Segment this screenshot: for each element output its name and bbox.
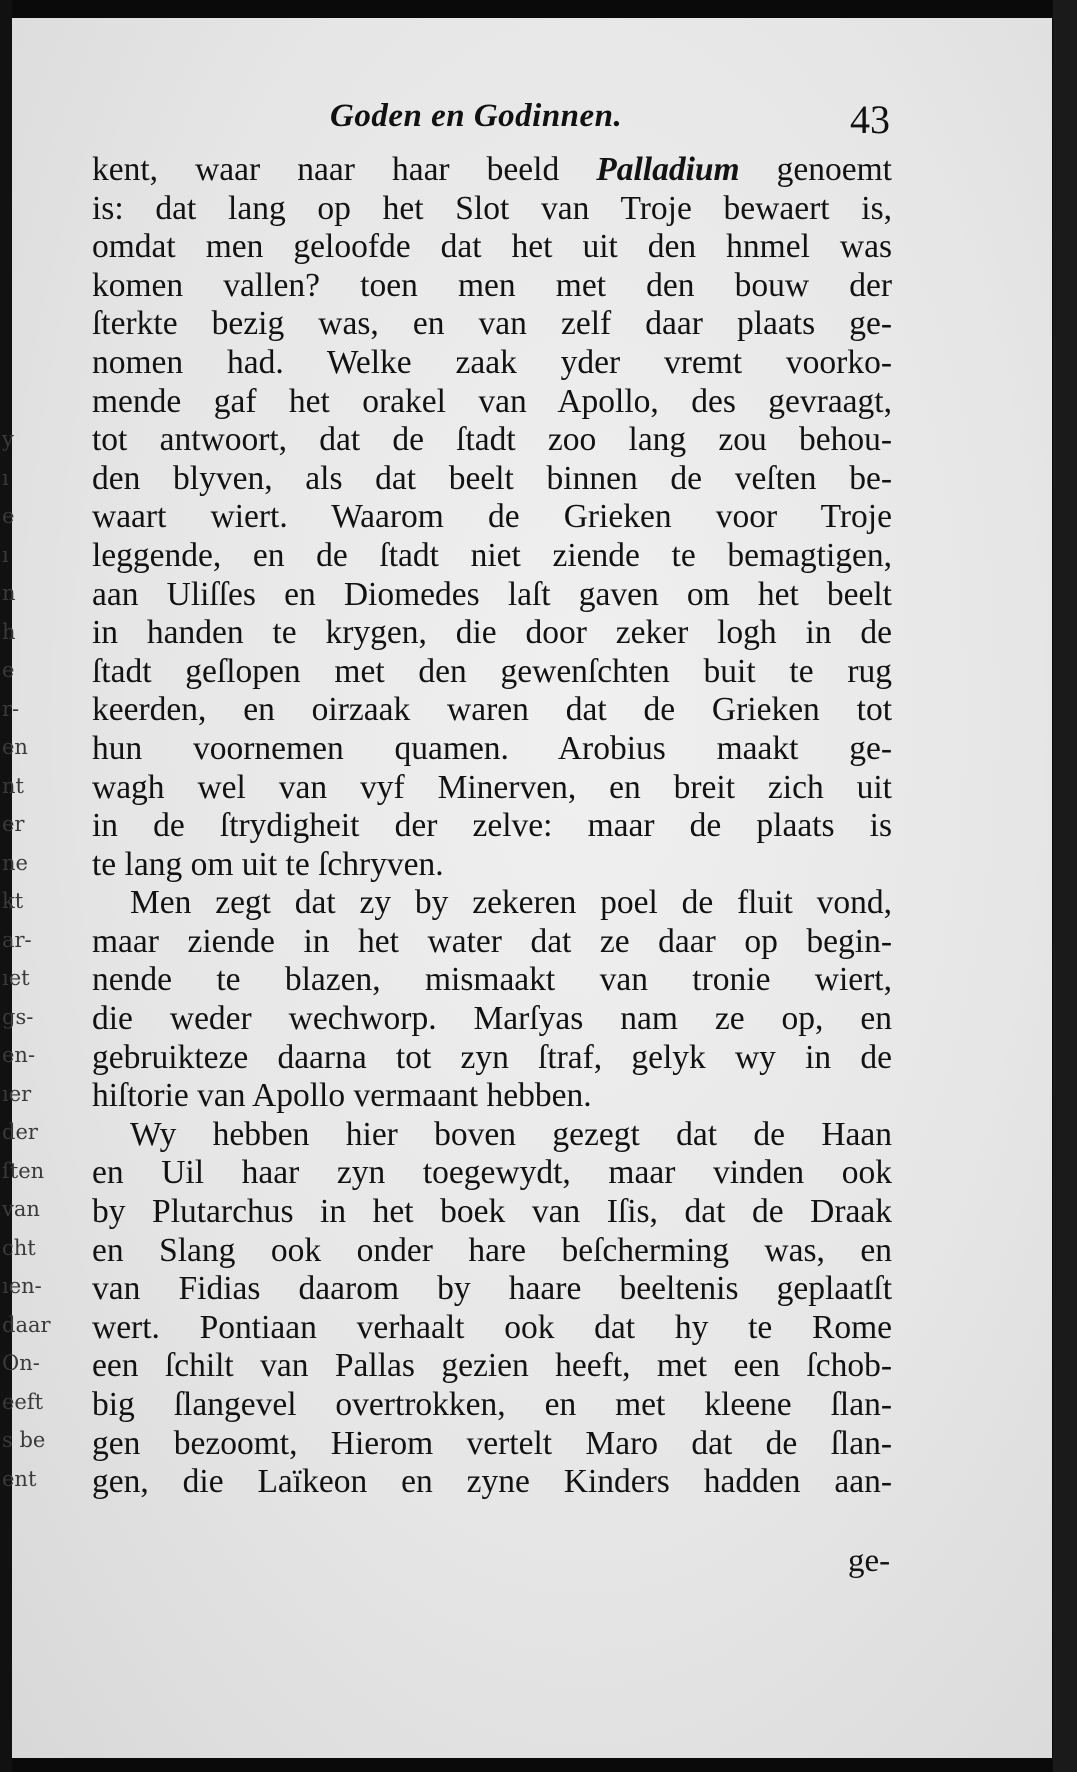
- text-line: waart wiert. Waarom de Grieken voor Troje: [92, 498, 892, 536]
- text-line: Wy hebben hier boven gezegt dat de Haan: [130, 1115, 892, 1153]
- bleed-fragment: n: [2, 581, 16, 605]
- bleed-fragment: en: [2, 735, 28, 759]
- text-line: is: dat lang op het Slot van Troje bewaert is,: [92, 189, 892, 227]
- scan-right-border: [1053, 0, 1077, 1772]
- bleed-fragment: ent: [2, 1466, 37, 1491]
- text-line: en Uil haar zyn toegewydt, maar vinden ook: [92, 1154, 892, 1192]
- bleed-fragment: van: [2, 1197, 40, 1221]
- text-line: Men zegt dat zy by zekeren poel de fluit vond,: [130, 884, 892, 922]
- bleed-fragment: ne: [2, 850, 28, 875]
- bleed-fragment: nt: [2, 773, 24, 798]
- text-line: te lang om uit te ſchryven.: [92, 845, 444, 883]
- bleed-fragment: cht: [2, 1235, 36, 1260]
- text-line: omdat men geloofde dat het uit den hnmel was: [92, 228, 892, 266]
- text-line: die weder wechworp. Marſyas nam ze op, en: [92, 1000, 892, 1038]
- bleed-fragment: ar-: [2, 927, 32, 952]
- text-line: big ſlangevel overtrokken, en met kleene ſlan-: [92, 1386, 892, 1423]
- text-line: een ſchilt van Pallas gezien heeft, met een ſchob-: [92, 1347, 892, 1385]
- catchword: ge-: [848, 1543, 891, 1579]
- running-title: Goden en Godinnen.: [330, 98, 623, 134]
- text-line: mende gaf het orakel van Apollo, des gevraagt,: [92, 382, 892, 420]
- text-line: ſterkte bezig was, en van zelf daar plaats ge-: [92, 305, 892, 343]
- text-line: in handen te krygen, die door zeker logh in de: [92, 614, 892, 652]
- bleed-fragment: y: [2, 427, 14, 451]
- text-line: gen bezoomt, Hierom vertelt Maro dat de ſlan-: [92, 1424, 892, 1462]
- text-line: keerden, en oirzaak waren dat de Grieken tot: [92, 691, 892, 729]
- bleed-fragment: On-: [2, 1351, 40, 1375]
- text-line: den blyven, als dat beelt binnen de veſten be-: [92, 459, 892, 497]
- text-line: en Slang ook onder hare beſcherming was, en: [92, 1231, 892, 1269]
- text-line: aan Uliſſes en Diomedes laſt gaven om het beelt: [92, 575, 892, 613]
- text-line: wert. Pontiaan verhaalt ook dat hy te Rome: [92, 1308, 892, 1346]
- text-line: ſtadt geſlopen met den gewenſchten buit te rug: [92, 652, 892, 690]
- bleed-fragment: gs-: [2, 1004, 34, 1029]
- text-line: nomen had. Welke zaak yder vremt voorko-: [92, 343, 892, 381]
- text-line: gen, die Laïkeon en zyne Kinders hadden aan-: [92, 1463, 892, 1501]
- bleed-fragment: e: [2, 504, 15, 528]
- previous-page-edge-text: [2, 420, 51, 1498]
- bleed-fragment: h: [2, 619, 16, 644]
- bleed-fragment: ıer: [2, 1081, 32, 1106]
- bleed-fragment: e: [2, 658, 15, 682]
- text-line: van Fidias daarom by haare beeltenis geplaatſt: [92, 1270, 892, 1308]
- bleed-fragment: kt: [2, 889, 24, 913]
- body-text: [92, 151, 892, 1502]
- bleed-fragment: er: [2, 812, 25, 836]
- emphasized-word: Palladium: [596, 151, 740, 188]
- text-line: hiſtorie van Apollo vermaant hebben.: [92, 1077, 592, 1115]
- bleed-fragment: der: [2, 1120, 38, 1144]
- text-line: nende te blazen, mismaakt van tronie wiert,: [92, 961, 892, 999]
- page-number: 43: [850, 97, 890, 142]
- text-line: kent, waar naar haar beeld Palladium genoemt: [92, 151, 892, 188]
- bleed-fragment: en-: [2, 1043, 36, 1067]
- bleed-fragment: ıet: [2, 966, 30, 990]
- bleed-fragment: eeft: [2, 1389, 44, 1414]
- bleed-fragment: ſten: [2, 1158, 45, 1183]
- text-line: komen vallen? toen men met den bouw der: [92, 266, 892, 304]
- text-line: tot antwoort, dat de ſtadt zoo lang zou behou-: [92, 421, 892, 459]
- page-header: [330, 96, 890, 144]
- text-line: by Plutarchus in het boek van Iſis, dat de Draak: [92, 1193, 892, 1231]
- text-line: leggende, en de ſtadt niet ziende te bemagtigen,: [92, 536, 892, 574]
- text-line: maar ziende in het water dat ze daar op begin-: [92, 922, 892, 960]
- bleed-fragment: ı: [2, 465, 9, 490]
- text-line: in de ſtrydigheit der zelve: maar de plaats is: [92, 807, 892, 845]
- text-line: gebruikteze daarna tot zyn ſtraf, gelyk wy in de: [92, 1038, 892, 1076]
- bleed-fragment: s be: [2, 1428, 46, 1452]
- bleed-fragment: ı: [2, 542, 9, 567]
- bleed-fragment: r-: [2, 696, 20, 721]
- bleed-fragment: daar: [2, 1312, 51, 1337]
- bleed-fragment: ıen-: [2, 1274, 42, 1298]
- text-line: hun voornemen quamen. Arobius maakt ge-: [92, 729, 892, 767]
- text-line: wagh wel van vyf Minerven, en breit zich uit: [92, 768, 892, 806]
